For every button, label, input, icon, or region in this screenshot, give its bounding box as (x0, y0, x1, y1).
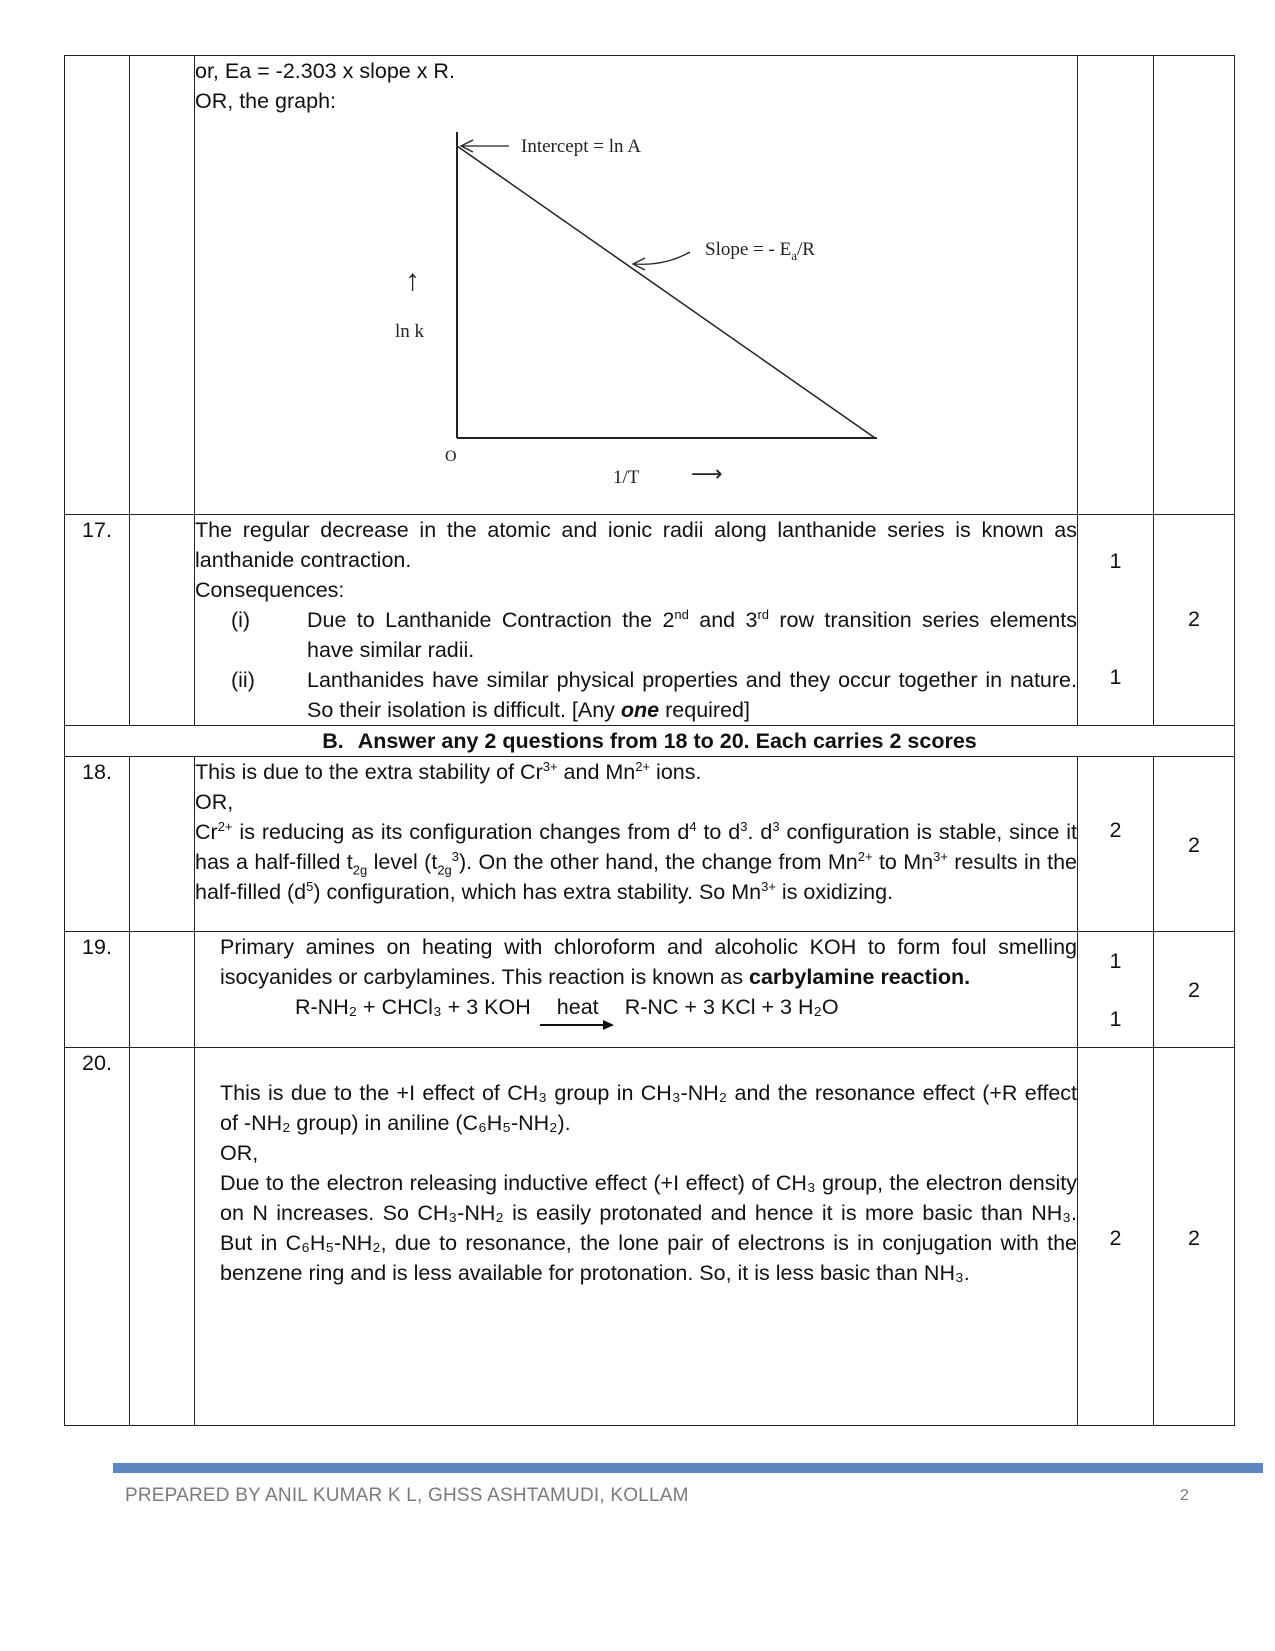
q20-para-2: Due to the electron releasing inductive effect (+I effect) of CH₃ group, the electron density on N increases. So CH₃-NH₂ is easily protonated and hence it is more basic than NH₃. But in C₆H₅-NH₂, due to resonance, the lone pair of electrons is in conjugation with the benzene ring and is less available for protonation. So, it is less basic than NH₃. (220, 1171, 1077, 1285)
x-axis-label: 1/T (613, 467, 640, 488)
mark-value: 1 (1109, 549, 1122, 573)
mark-value: 1 (1109, 1007, 1122, 1031)
q17-item-2: (ii) Lanthanides have similar physical properties and they occur together in nature. So their isolation is difficult. [Any one required] (195, 665, 1077, 725)
y-axis-label: ln k (395, 321, 425, 342)
page-number: 2 (1180, 1487, 1189, 1504)
answer-cell (195, 56, 1078, 515)
table-row-q19 (65, 932, 1235, 1048)
sub-cell (130, 757, 195, 932)
answer-cell (195, 515, 1078, 726)
total-cell (1154, 515, 1235, 726)
q19-text: Primary amines on heating with chloroform and alcoholic KOH to form foul smelling isocyanides or carbylamines. This reaction is known as carbylamine reaction. (220, 935, 1077, 989)
reaction-arrow-icon (539, 1019, 615, 1031)
q20-or: OR, (220, 1141, 259, 1165)
table-row-q16 (65, 56, 1235, 515)
mark-value: 1 (1109, 949, 1122, 973)
total-value: 2 (1188, 607, 1200, 631)
q18-or: OR, (195, 790, 234, 814)
question-number: 20. (65, 1048, 130, 1426)
footer-rule (113, 1463, 1263, 1473)
q17-consequences-heading: Consequences: (195, 578, 345, 602)
total-cell (1154, 757, 1235, 932)
answer-key-table (64, 55, 1235, 1426)
up-arrow-icon: ↑ (405, 264, 420, 297)
item-label: (i) (231, 608, 251, 632)
q18-explanation: $Cr^{2+}$ is reducing as its configuration changes from $d^4$ to $d^3$. $d^3$ configuration is stable, since it has a half-filled $t_{2g}$ level $(t_{2g}^3)$. On the other hand, the change from $Mn^{2+}$ to $Mn^{3+}$ results in the half-filled $(d^5)$ configuration, which has extra stability. So $Mn^{3+}$ is oxidizing. (195, 818, 1078, 904)
total-cell (1154, 56, 1235, 515)
arrhenius-graph (195, 116, 1077, 514)
mark-cell (1078, 1048, 1154, 1426)
mark-cell (1078, 56, 1154, 515)
table-row-q18 (65, 757, 1235, 932)
q16-or-line: OR, the graph: (195, 89, 337, 113)
q19-equation: R-NH₂ + CHCl₃ + 3 KOH heat R-NC + 3 KCl + 3 H₂O (220, 992, 1077, 1022)
answer-cell (195, 1048, 1078, 1426)
regression-line (457, 146, 875, 438)
total-cell (1154, 932, 1235, 1048)
qnum-cell (65, 56, 130, 515)
mark-value: 1 (1109, 665, 1122, 689)
total-cell (1154, 1048, 1235, 1426)
q20-para-1: This is due to the +I effect of CH₃ group in CH₃-NH₂ and the resonance effect (+R effect of -NH₂ group) in aniline (C₆H₅-NH₂). (220, 1081, 1077, 1135)
slope-label: Slope = - $E_a/R$ (705, 239, 815, 263)
q16-formula-line: or, Ea = -2.303 x slope x R. (195, 59, 455, 83)
section-header-row (65, 726, 1235, 757)
total-value: 2 (1188, 833, 1200, 857)
mark-value: 2 (1109, 1226, 1122, 1250)
mark-cell (1078, 515, 1154, 726)
footer-credit: PREPARED BY ANIL KUMAR K L, GHSS ASHTAMUDI, KOLLAM (125, 1485, 689, 1506)
sub-cell (130, 1048, 195, 1426)
intercept-arrow-icon (461, 140, 509, 152)
section-b-heading: B. Answer any 2 questions from 18 to 20. Each carries 2 scores (65, 726, 1235, 757)
origin-label: O (445, 448, 457, 465)
arrhenius-graph-svg (195, 116, 1055, 514)
item-label: (ii) (231, 668, 255, 692)
sub-cell (130, 56, 195, 515)
sub-cell (130, 932, 195, 1048)
mark-cell (1078, 932, 1154, 1048)
mark-cell (1078, 757, 1154, 932)
table-row-q20 (65, 1048, 1235, 1426)
question-number: 19. (65, 932, 130, 1048)
reaction-arrow: heat (541, 992, 615, 1022)
total-value: 2 (1188, 1226, 1200, 1250)
answer-cell (195, 757, 1078, 932)
slope-arrow-icon (633, 252, 690, 270)
question-number: 17. (65, 515, 130, 726)
q17-item-1: (i) Due to Lanthanide Contraction the 2nd and 3rd row transition series elements have similar radii. (231, 606, 1077, 662)
intercept-label: Intercept = ln A (521, 136, 641, 157)
sub-cell (130, 515, 195, 726)
table-row-q17 (65, 515, 1235, 726)
q17-definition: The regular decrease in the atomic and ionic radii along lanthanide series is known as lanthanide contraction. (195, 518, 1077, 572)
mark-value: 2 (1109, 818, 1122, 842)
question-number: 18. (65, 757, 130, 932)
answer-cell (195, 932, 1078, 1048)
q18-line-1: This is due to the extra stability of $Cr^{3+}$ and $Mn^{2+}$ ions. (195, 758, 702, 784)
right-arrow-icon: ⟶ (691, 462, 723, 487)
total-value: 2 (1188, 978, 1200, 1002)
